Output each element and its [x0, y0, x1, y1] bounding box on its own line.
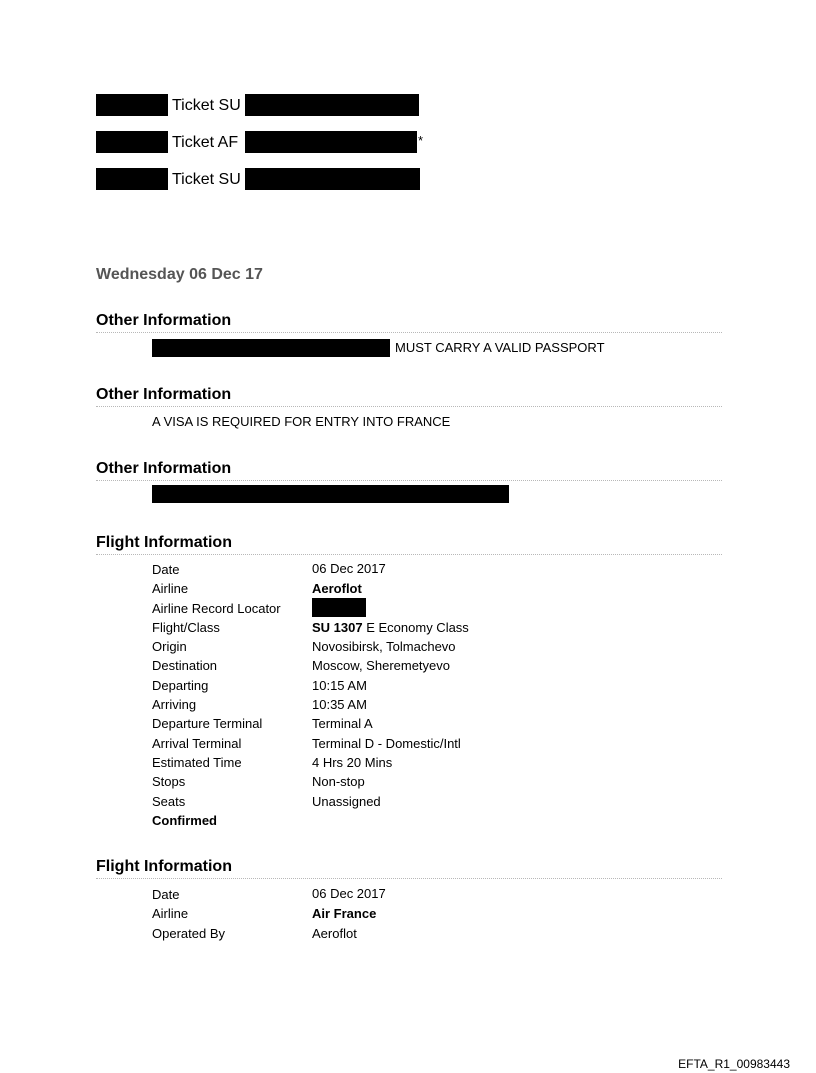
field-value-departing: 10:15 AM: [312, 678, 367, 693]
field-value-destination: Moscow, Sheremetyevo: [312, 658, 451, 673]
field-label-estimated-time: Estimated Time: [152, 755, 242, 770]
redaction-block: [96, 168, 168, 190]
field-value-seats: Unassigned: [312, 794, 381, 809]
field-label-origin: Origin: [152, 639, 187, 654]
field-label-departing: Departing: [152, 678, 209, 693]
ticket-asterisk: *: [418, 133, 424, 148]
redaction-block: [245, 94, 419, 116]
redaction-block: [96, 94, 168, 116]
redaction-block: [245, 168, 420, 190]
field-value-departure-terminal: Terminal A: [312, 716, 373, 731]
ticket-label: Ticket SU: [172, 97, 241, 114]
field-label-date: Date: [152, 887, 180, 902]
ticket-label: Ticket AF: [172, 134, 239, 151]
field-value-operated-by: Aeroflot: [312, 926, 357, 941]
field-value-stops: Non-stop: [312, 774, 365, 789]
field-label-airline: Airline: [152, 581, 189, 596]
redaction-block: [152, 339, 390, 357]
field-value-airline: Air France: [312, 906, 377, 921]
field-value-date: 06 Dec 2017: [312, 886, 386, 901]
redaction-block: [96, 131, 168, 153]
field-value-arrival-terminal: Terminal D - Domestic/Intl: [312, 736, 461, 751]
field-value-arriving: 10:35 AM: [312, 697, 367, 712]
booking-status: Confirmed: [152, 813, 217, 828]
redaction-block: [312, 598, 366, 617]
field-label-arriving: Arriving: [152, 697, 197, 712]
field-value-airline: Aeroflot: [312, 581, 362, 596]
field-label-stops: Stops: [152, 774, 186, 789]
field-value-origin: Novosibirsk, Tolmachevo: [312, 639, 456, 654]
itinerary-date-heading: Wednesday 06 Dec 17: [96, 266, 263, 283]
passport-notice: MUST CARRY A VALID PASSPORT: [395, 340, 605, 355]
section-heading-other-information: Other Information: [96, 459, 722, 481]
field-label-departure-terminal: Departure Terminal: [152, 716, 263, 731]
ticket-label: Ticket SU: [172, 171, 241, 188]
redaction-block: [245, 131, 417, 153]
flight-number: SU 1307: [312, 620, 363, 635]
visa-notice: A VISA IS REQUIRED FOR ENTRY INTO FRANCE: [152, 414, 451, 429]
field-label-record-locator: Airline Record Locator: [152, 601, 281, 616]
field-value-flight-class: [312, 620, 469, 636]
section-heading-flight-information: Flight Information: [96, 533, 722, 555]
field-value-date: 06 Dec 2017: [312, 561, 386, 576]
document-id-footer: EFTA_R1_00983443: [678, 1057, 790, 1071]
field-label-arrival-terminal: Arrival Terminal: [152, 736, 242, 751]
field-label-date: Date: [152, 562, 180, 577]
field-value-estimated-time: 4 Hrs 20 Mins: [312, 755, 393, 770]
field-label-seats: Seats: [152, 794, 186, 809]
section-heading-other-information: Other Information: [96, 311, 722, 333]
field-label-operated-by: Operated By: [152, 926, 225, 941]
field-label-airline: Airline: [152, 906, 189, 921]
redaction-block: [152, 485, 509, 503]
section-heading-flight-information: Flight Information: [96, 857, 722, 879]
field-label-flight-class: Flight/Class: [152, 620, 220, 635]
field-label-destination: Destination: [152, 658, 218, 673]
cabin-class: E Economy Class: [366, 620, 469, 635]
section-heading-other-information: Other Information: [96, 385, 722, 407]
